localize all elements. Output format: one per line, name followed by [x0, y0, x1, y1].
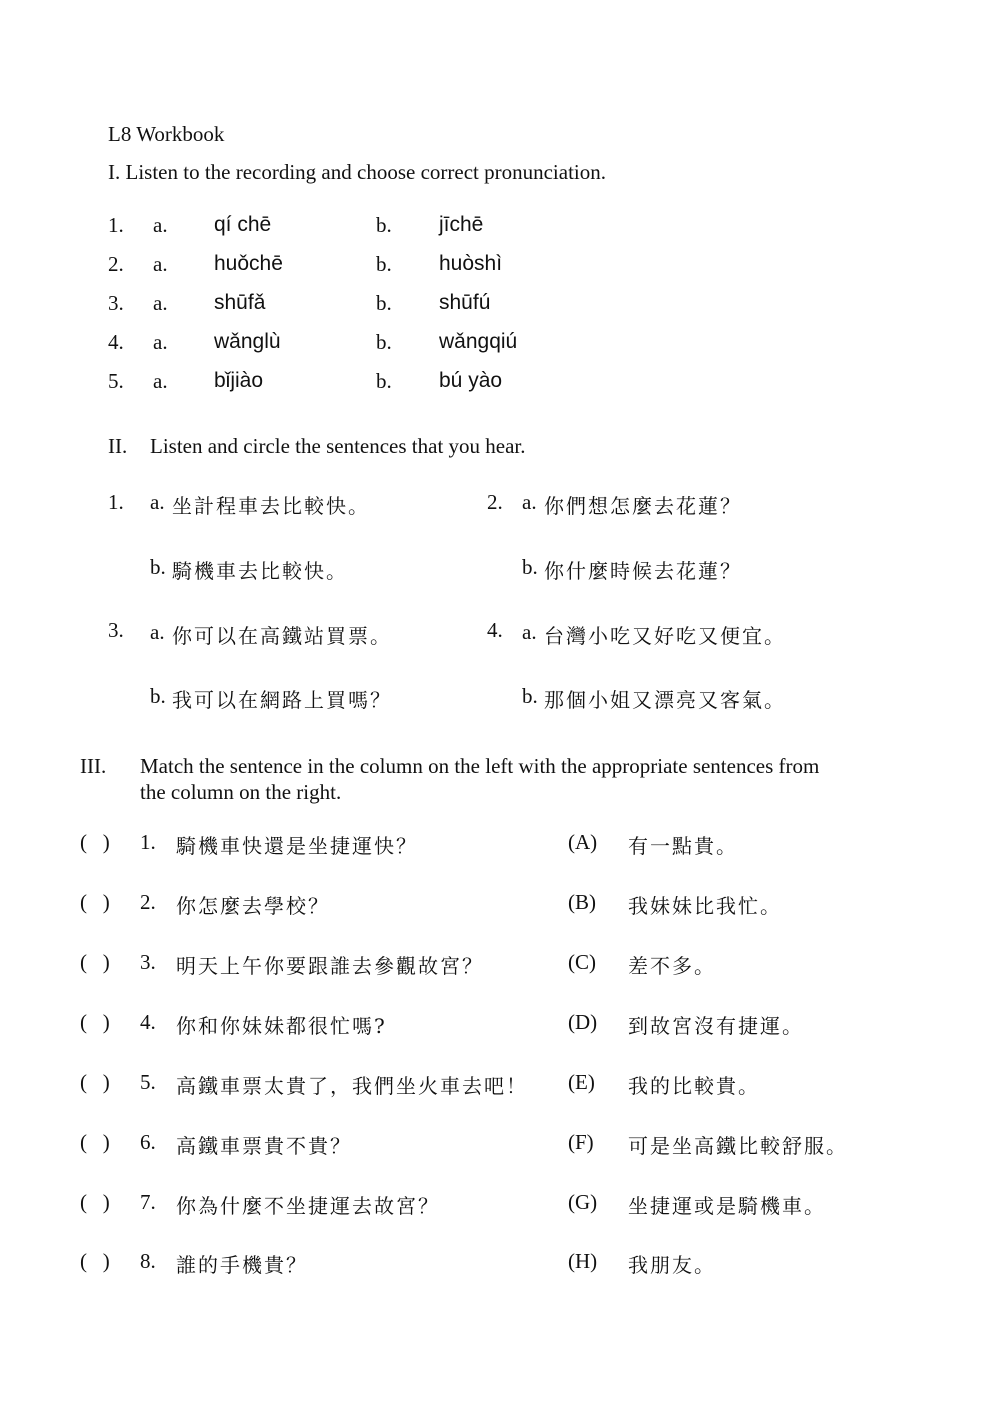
- part1-item-number: 1.: [108, 213, 124, 237]
- left-item-number: 8.: [140, 1249, 156, 1273]
- option-a-label: a.: [153, 213, 168, 237]
- part3-heading-number: III.: [80, 754, 107, 778]
- right-item-label: (G): [568, 1190, 598, 1214]
- option-a-text[interactable]: wǎnglù: [214, 330, 281, 353]
- page-title: L8 Workbook: [108, 122, 225, 146]
- part1-item-number: 4.: [108, 330, 124, 354]
- option-a-label: a.: [150, 620, 165, 644]
- answer-blank[interactable]: ( ): [80, 1190, 110, 1214]
- right-item-label: (E): [568, 1070, 595, 1094]
- option-b-label: b.: [376, 291, 392, 315]
- part1-item-number: 2.: [108, 252, 124, 276]
- option-b-label: b.: [150, 555, 166, 579]
- right-item-label: (F): [568, 1130, 594, 1154]
- option-a-text[interactable]: bǐjiào: [214, 369, 264, 392]
- option-a-sentence[interactable]: 坐計程車去比較快。: [172, 494, 370, 518]
- option-a-sentence[interactable]: 你們想怎麼去花蓮？: [544, 494, 742, 518]
- right-item-text: 坐捷運或是騎機車。: [628, 1194, 826, 1218]
- left-item-number: 5.: [140, 1070, 156, 1094]
- right-item-text: 可是坐高鐵比較舒服。: [628, 1134, 848, 1158]
- option-b-label: b.: [522, 684, 538, 708]
- left-item-text: 明天上午你要跟誰去參觀故宮？: [176, 954, 484, 978]
- right-item-label: (A): [568, 830, 598, 854]
- option-b-text[interactable]: shūfú: [439, 291, 491, 314]
- part1-item-number: 5.: [108, 369, 124, 393]
- option-b-text[interactable]: wǎngqiú: [439, 330, 518, 353]
- left-item-text: 高鐵車票太貴了，我們坐火車去吧！: [176, 1074, 528, 1098]
- answer-blank[interactable]: ( ): [80, 830, 110, 854]
- left-item-text: 你怎麼去學校？: [176, 894, 330, 918]
- option-a-sentence[interactable]: 台灣小吃又好吃又便宜。: [544, 624, 786, 648]
- left-item-text: 你為什麼不坐捷運去故宮？: [176, 1194, 440, 1218]
- option-a-label: a.: [153, 291, 168, 315]
- option-b-label: b.: [522, 555, 538, 579]
- part2-item-number: 3.: [108, 618, 124, 642]
- option-a-label: a.: [153, 330, 168, 354]
- right-item-label: (D): [568, 1010, 598, 1034]
- part2-heading-number: II.: [108, 434, 128, 458]
- part2-item-number: 2.: [487, 490, 503, 514]
- option-a-text[interactable]: huǒchē: [214, 252, 283, 275]
- option-a-sentence[interactable]: 你可以在高鐵站買票。: [172, 624, 392, 648]
- option-b-label: b.: [376, 330, 392, 354]
- option-b-sentence[interactable]: 你什麼時候去花蓮？: [544, 559, 742, 583]
- answer-blank[interactable]: ( ): [80, 1249, 110, 1273]
- left-item-text: 誰的手機貴？: [176, 1253, 308, 1277]
- left-item-number: 2.: [140, 890, 156, 914]
- part3-heading-line2: the column on the right.: [140, 780, 342, 804]
- right-item-label: (H): [568, 1249, 598, 1273]
- part1-heading: I. Listen to the recording and choose correct pronunciation.: [108, 160, 606, 184]
- left-item-text: 你和你妹妹都很忙嗎?: [176, 1014, 387, 1038]
- option-a-label: a.: [522, 620, 537, 644]
- option-b-text[interactable]: jīchē: [439, 213, 484, 236]
- option-b-text[interactable]: huòshì: [439, 252, 503, 275]
- option-a-text[interactable]: shūfǎ: [214, 291, 266, 314]
- left-item-number: 7.: [140, 1190, 156, 1214]
- part2-heading: Listen and circle the sentences that you hear.: [150, 434, 526, 458]
- option-b-label: b.: [376, 369, 392, 393]
- left-item-number: 6.: [140, 1130, 156, 1154]
- option-a-label: a.: [150, 490, 165, 514]
- left-item-text: 高鐵車票貴不貴？: [176, 1134, 352, 1158]
- option-b-sentence[interactable]: 那個小姐又漂亮又客氣。: [544, 688, 786, 712]
- right-item-text: 到故宮沒有捷運。: [628, 1014, 804, 1038]
- left-item-number: 4.: [140, 1010, 156, 1034]
- option-a-label: a.: [522, 490, 537, 514]
- answer-blank[interactable]: ( ): [80, 1130, 110, 1154]
- right-item-text: 差不多。: [628, 954, 716, 978]
- option-b-sentence[interactable]: 騎機車去比較快。: [172, 559, 348, 583]
- left-item-number: 3.: [140, 950, 156, 974]
- part3-heading-line1: Match the sentence in the column on the left with the appropriate sentences from: [140, 754, 820, 778]
- left-item-text: 騎機車快還是坐捷運快？: [176, 834, 418, 858]
- right-item-label: (C): [568, 950, 596, 974]
- part1-item-number: 3.: [108, 291, 124, 315]
- left-item-number: 1.: [140, 830, 156, 854]
- answer-blank[interactable]: ( ): [80, 890, 110, 914]
- right-item-label: (B): [568, 890, 596, 914]
- option-b-sentence[interactable]: 我可以在網路上買嗎？: [172, 688, 392, 712]
- option-a-label: a.: [153, 369, 168, 393]
- right-item-text: 我妹妹比我忙。: [628, 894, 782, 918]
- part2-item-number: 1.: [108, 490, 124, 514]
- answer-blank[interactable]: ( ): [80, 950, 110, 974]
- answer-blank[interactable]: ( ): [80, 1070, 110, 1094]
- option-b-label: b.: [150, 684, 166, 708]
- option-a-text[interactable]: qí chē: [214, 213, 272, 236]
- right-item-text: 我朋友。: [628, 1253, 716, 1277]
- option-b-label: b.: [376, 213, 392, 237]
- right-item-text: 我的比較貴。: [628, 1074, 760, 1098]
- right-item-text: 有一點貴。: [628, 834, 738, 858]
- answer-blank[interactable]: ( ): [80, 1010, 110, 1034]
- option-b-label: b.: [376, 252, 392, 276]
- part2-item-number: 4.: [487, 618, 503, 642]
- option-b-text[interactable]: bú yào: [439, 369, 503, 392]
- option-a-label: a.: [153, 252, 168, 276]
